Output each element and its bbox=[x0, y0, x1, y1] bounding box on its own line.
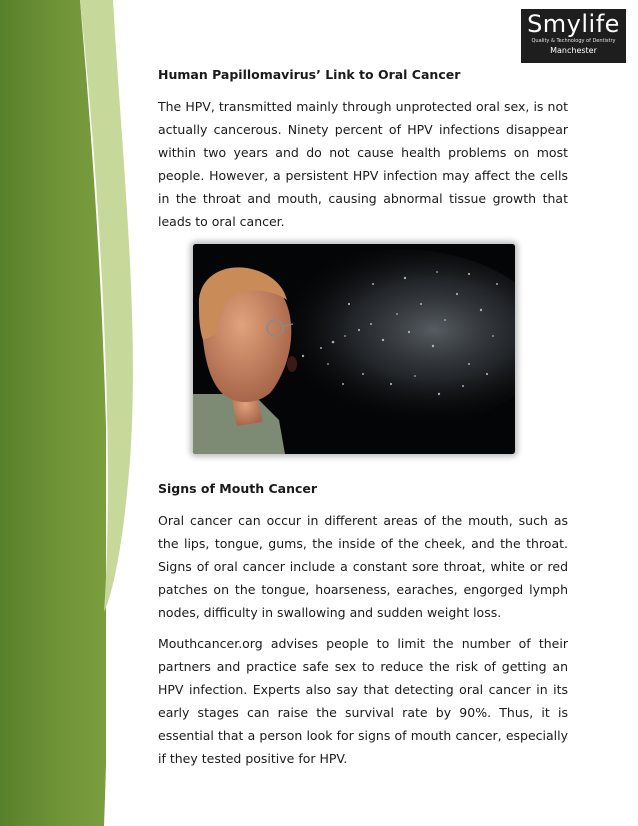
section-hpv-body bbox=[158, 95, 568, 233]
section-signs-body-2 bbox=[158, 632, 568, 770]
logo-wordmark: Smylife bbox=[527, 10, 620, 38]
logo-tagline: Quality & Technology of Dentistry bbox=[531, 38, 616, 44]
paragraph-advice: Mouthcancer.org advises people to limit the number of their partners and practice safe sex to reduce the risk of getting an HPV infection. Experts also say that detecting oral cancer in its early stages can raise the survival rate by 90%. Thus, it is essential that a person look for signs of mouth cancer, especially if they tested positive for HPV. bbox=[158, 636, 568, 766]
decorative-green-band bbox=[0, 0, 106, 826]
smylife-logo bbox=[521, 9, 626, 63]
section-signs bbox=[158, 481, 568, 497]
sneezing-man-photo bbox=[193, 244, 515, 454]
section-heading-signs: Signs of Mouth Cancer bbox=[158, 481, 318, 496]
section-hpv-link bbox=[158, 67, 568, 83]
logo-city: Manchester bbox=[550, 46, 597, 55]
section-heading-hpv: Human Papillomavirus’ Link to Oral Cancer bbox=[158, 67, 461, 82]
section-signs-body-1 bbox=[158, 509, 568, 624]
paragraph-hpv: The HPV, transmitted mainly through unprotected oral sex, is not actually cancerous. Ninety percent of HPV infections disappear within two years and do not cause health problems on most people. However, a persistent HPV infection may affect the cells in the throat and mouth, causing abnormal tissue growth that leads to oral cancer. bbox=[158, 99, 568, 229]
paragraph-signs: Oral cancer can occur in different areas of the mouth, such as the lips, tongue, gums, the inside of the cheek, and the throat. Signs of oral cancer include a constant sore throat, white or red patches on the tongue, hoarseness, earaches, engorged lymph nodes, difficulty in swallowing and sudden weight loss. bbox=[158, 513, 568, 620]
